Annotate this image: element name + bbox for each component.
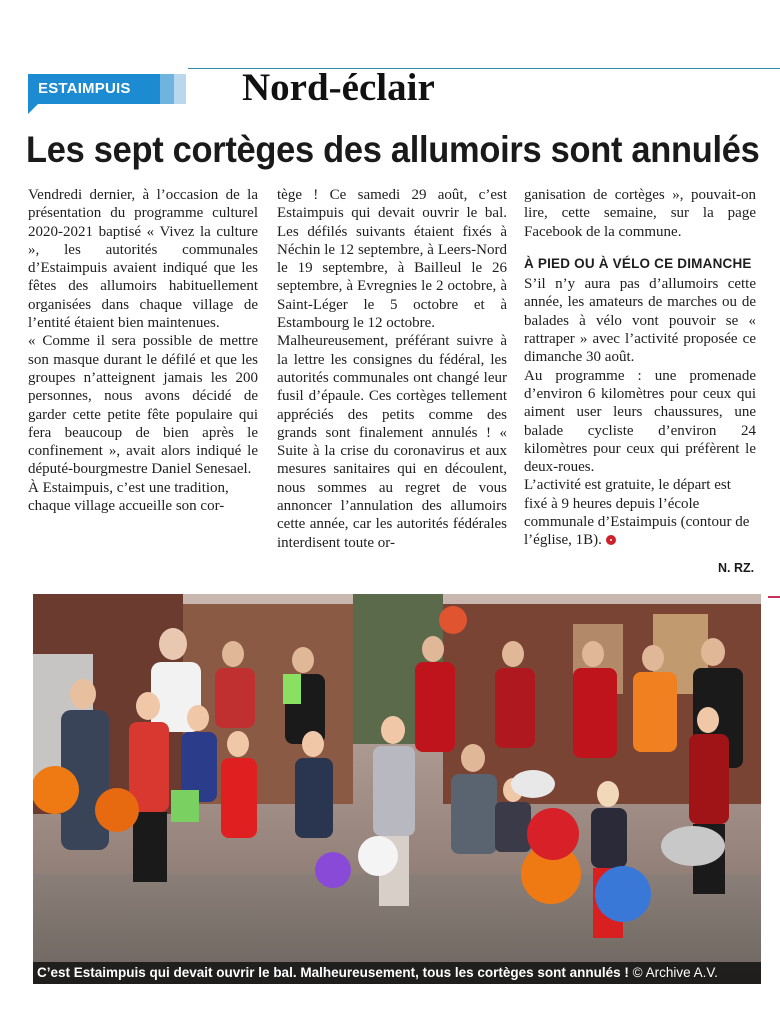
photo-caption — [33, 962, 761, 984]
section-tag-fade-light — [174, 74, 186, 104]
paragraph: S’il n’y aura pas d’allumoirs cette année, les amateurs de marches ou de balades à vélo vont pouvoir se « rattraper » avec l’activité proposée ce dimanche 30 août. — [524, 276, 756, 366]
paragraph: « Comme il sera possible de mettre son masque durant le défilé et que les groupes n’atteignent jamais les 200 personnes, nous avons décidé de garder cette petite fête populaire qui fera beaucoup de bien après le confinement », avait alors indiqué le député-bourgmestre Daniel Senesael. — [28, 333, 258, 478]
section-tag-label: ESTAIMPUIS — [28, 74, 160, 104]
page-edge-mark — [768, 596, 780, 598]
paragraph: À Estaimpuis, c’est une tradition, chaque village accueille son cor- — [28, 479, 229, 515]
paragraph: Malheureusement, préférant suivre à la lettre les consignes du fédéral, les autorités communales ont changé leur fusil d’épaule. Ces cortèges tellement appréciés des petits comme des grands sont finalement annulés ! « Suite à la crise du coronavirus et aux mesures sanitaires qui en découlent, nous sommes au regret de vous annoncer l’annulation des allumoirs cette année, car les autorités fédérales interdisent toute or- — [277, 333, 507, 551]
paragraph-text: L’activité est gratuite, le départ est fixé à 9 heures depuis l’école communale d’Estaimpuis (contour de l’église, 1B). — [524, 477, 750, 549]
article-subhead: À PIED OU À VÉLO CE DIMANCHE — [524, 255, 752, 271]
newspaper-masthead: Nord-éclair — [242, 66, 435, 109]
photo-credit: © Archive A.V. — [632, 965, 718, 980]
paragraph — [524, 476, 756, 549]
article-headline: Les sept cortèges des allumoirs sont annulés — [26, 129, 760, 170]
article-photo — [33, 594, 761, 984]
article-column-3 — [524, 186, 756, 550]
group-photo-illustration — [33, 594, 761, 984]
article-column-1 — [28, 186, 258, 515]
paragraph: Au programme : une promenade d’environ 6 kilomètres pour ceux qui aiment user leurs chaussures, une balade cycliste d’environ 24 kilomètres pour ceux qui préfèrent le deux-roues. — [524, 367, 756, 476]
paragraph: tège ! Ce samedi 29 août, c’est Estaimpuis qui devait ouvrir le bal. Les défilés suivants étaient fixés à Néchin le 12 septembre, à Leers-Nord le 19 septembre, à Bailleul le 26 septembre, à Evregnies le 2 octobre, à Saint-Léger le 5 octobre et à Estambourg le 12 octobre. — [277, 187, 507, 332]
paragraph: Vendredi dernier, à l’occasion de la présentation du programme culturel 2020-2021 baptisé « Vivez la culture », les autorités communales d’Estaimpuis avaient indiqué que les fêtes des allumoirs habituellement organisées dans chaque village de l’entité étaient bien maintenues. — [28, 187, 258, 332]
photo-caption-text: C’est Estaimpuis qui devait ouvrir le bal. Malheureusement, tous les cortèges sont annulés ! — [37, 965, 629, 980]
end-of-article-icon — [606, 535, 616, 545]
article-column-2 — [277, 186, 507, 552]
section-tag-tail — [28, 104, 38, 114]
author-signature: N. RZ. — [718, 561, 755, 575]
section-tag-fade — [160, 74, 174, 104]
paragraph: ganisation de cortèges », pouvait-on lire, cette semaine, sur la page Facebook de la commune. — [524, 187, 756, 240]
section-tag — [28, 74, 190, 104]
